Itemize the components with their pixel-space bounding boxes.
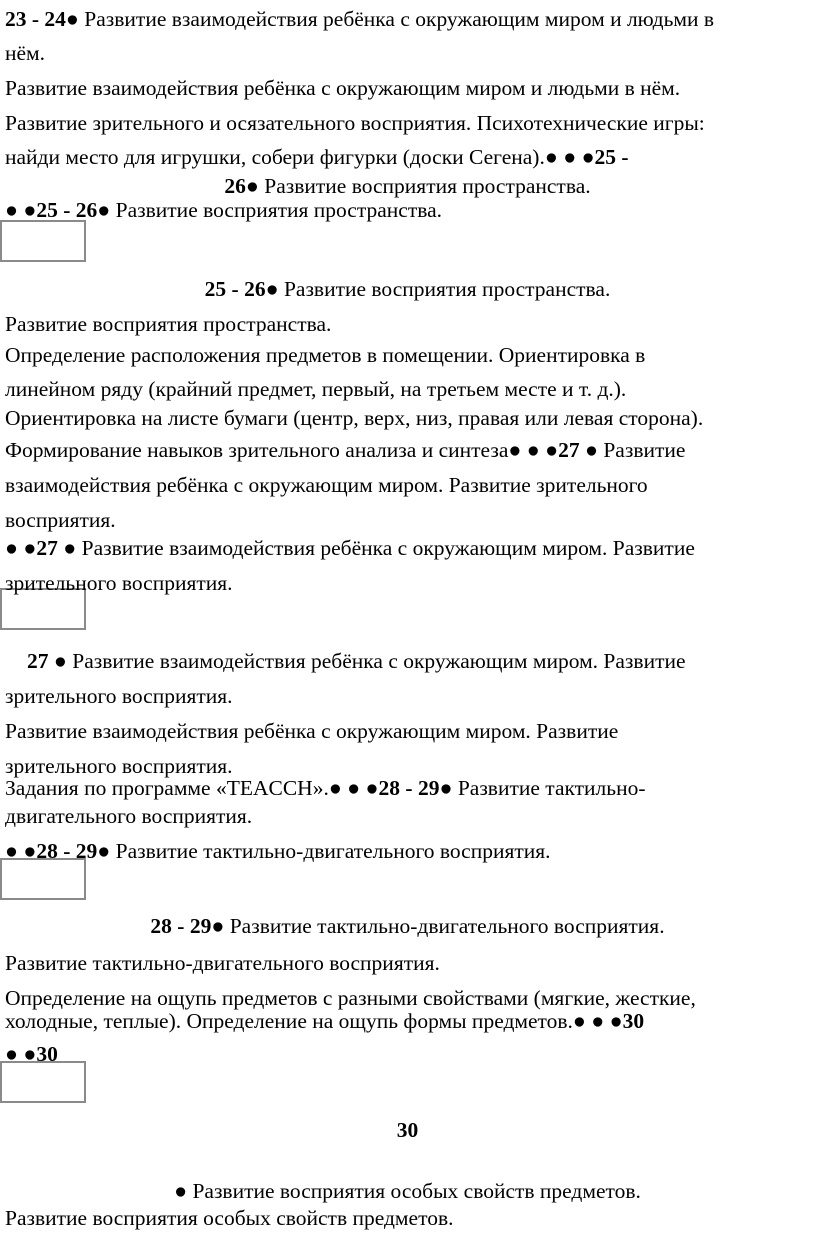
text-segment: Определение расположения предметов в помещении. Ориентировка в bbox=[5, 343, 646, 367]
bold-text-segment: ●30 bbox=[23, 1042, 58, 1066]
text-segment: Развитие зрительного и осязательного восприятия. Психотехнические игры: bbox=[5, 111, 705, 135]
text-segment: Развитие восприятия пространства. bbox=[258, 174, 591, 198]
bold-text-segment: 25 - 26● bbox=[204, 277, 279, 301]
text-line bbox=[5, 644, 810, 679]
text-line bbox=[5, 401, 810, 436]
text-line bbox=[5, 1037, 810, 1072]
text-segment: Развитие взаимодействия ребёнка с окружающим миром и людьми в нём. bbox=[5, 76, 681, 100]
text-segment: взаимодействия ребёнка с окружающим миром. Развитие зрительного bbox=[5, 473, 648, 497]
text-segment: Определение на ощупь предметов с разными свойствами (мягкие, жесткие, bbox=[5, 986, 696, 1010]
text-segment: Формирование навыков зрительного анализа и синтеза● ● bbox=[5, 438, 546, 462]
text-segment: Ориентировка на листе бумаги (центр, верх, низ, правая или левая сторона). bbox=[5, 406, 704, 430]
document-content bbox=[5, 2, 810, 1236]
bold-text-segment: ●25 - 26● bbox=[23, 198, 111, 222]
text-segment: линейном ряду (крайний предмет, первый, на третьем месте и т. д.). bbox=[5, 377, 627, 401]
text-segment: Развитие тактильно- bbox=[452, 776, 646, 800]
text-line bbox=[5, 338, 810, 373]
bold-text-segment: 23 - 24● bbox=[5, 7, 79, 31]
text-line bbox=[5, 71, 810, 106]
text-segment: Развитие восприятия пространства. bbox=[5, 312, 332, 336]
bold-text-segment: ●27 bbox=[545, 438, 580, 462]
text-segment: Развитие взаимодействия ребёнка с окружающим миром. Развитие bbox=[66, 649, 686, 673]
text-segment: Развитие взаимодействия ребёнка с окружающим миром. Развитие bbox=[5, 719, 619, 743]
text-segment: ● bbox=[5, 1042, 24, 1066]
text-segment: Развитие восприятия пространства. bbox=[278, 277, 611, 301]
text-segment: Задания по программе «TEACCH».● ● bbox=[5, 776, 366, 800]
text-segment: восприятия. bbox=[5, 508, 116, 532]
text-line bbox=[5, 946, 810, 981]
text-line bbox=[5, 566, 810, 601]
text-line bbox=[5, 1113, 810, 1148]
text-line bbox=[5, 1201, 810, 1236]
bold-text-segment: 27 ● bbox=[27, 649, 67, 673]
text-segment: ● Развитие bbox=[579, 438, 686, 462]
text-segment: найди место для игрушки, собери фигурки (доски Сегена).● ● bbox=[5, 145, 582, 169]
text-segment: двигательного восприятия. bbox=[5, 804, 253, 828]
text-segment: зрительного восприятия. bbox=[5, 754, 233, 778]
text-line bbox=[5, 2, 810, 37]
text-segment: зрительного восприятия. bbox=[5, 571, 233, 595]
bold-text-segment: ●28 - 29● bbox=[23, 839, 111, 863]
text-segment: ● bbox=[5, 198, 24, 222]
text-segment: ● Развитие восприятия особых свойств предметов. bbox=[174, 1179, 641, 1203]
text-segment: холодные, теплые). Определение на ощупь формы предметов.● ● bbox=[5, 1009, 610, 1033]
text-line bbox=[5, 193, 810, 228]
text-segment: Развитие тактильно-двигательного восприятия. bbox=[110, 839, 551, 863]
bold-text-segment: ●30 bbox=[609, 1009, 645, 1033]
bold-text-segment: 26● bbox=[224, 174, 259, 198]
text-segment: Развитие взаимодействия ребёнка с окружающим миром и людьми в bbox=[78, 7, 715, 31]
text-segment: зрительного восприятия. bbox=[5, 684, 233, 708]
text-line bbox=[5, 307, 810, 342]
text-segment: ● bbox=[5, 839, 24, 863]
text-segment: ● Развитие взаимодействия ребёнка с окружающим миром. Развитие bbox=[57, 536, 695, 560]
bold-text-segment: ●25 - bbox=[581, 145, 629, 169]
text-line bbox=[5, 714, 810, 749]
text-segment: ● bbox=[5, 536, 24, 560]
text-segment: Развитие восприятия особых свойств предметов. bbox=[5, 1206, 454, 1230]
text-line bbox=[5, 433, 810, 468]
text-segment: нём. bbox=[5, 41, 46, 65]
bold-text-segment: ●27 bbox=[23, 536, 58, 560]
text-line bbox=[5, 679, 810, 714]
bold-text-segment: ●28 - 29● bbox=[365, 776, 453, 800]
text-line bbox=[5, 272, 810, 307]
text-segment: Развитие тактильно-двигательного восприятия. bbox=[224, 914, 665, 938]
text-line bbox=[5, 106, 810, 141]
bold-text-segment: 30 bbox=[396, 1118, 419, 1142]
text-segment: Развитие тактильно-двигательного восприятия. bbox=[5, 951, 440, 975]
text-line bbox=[5, 36, 810, 71]
text-line bbox=[5, 909, 810, 944]
text-line bbox=[5, 834, 810, 869]
text-line bbox=[5, 468, 810, 503]
bold-text-segment: 28 - 29● bbox=[150, 914, 225, 938]
text-segment: Развитие восприятия пространства. bbox=[110, 198, 443, 222]
text-line bbox=[5, 531, 810, 566]
